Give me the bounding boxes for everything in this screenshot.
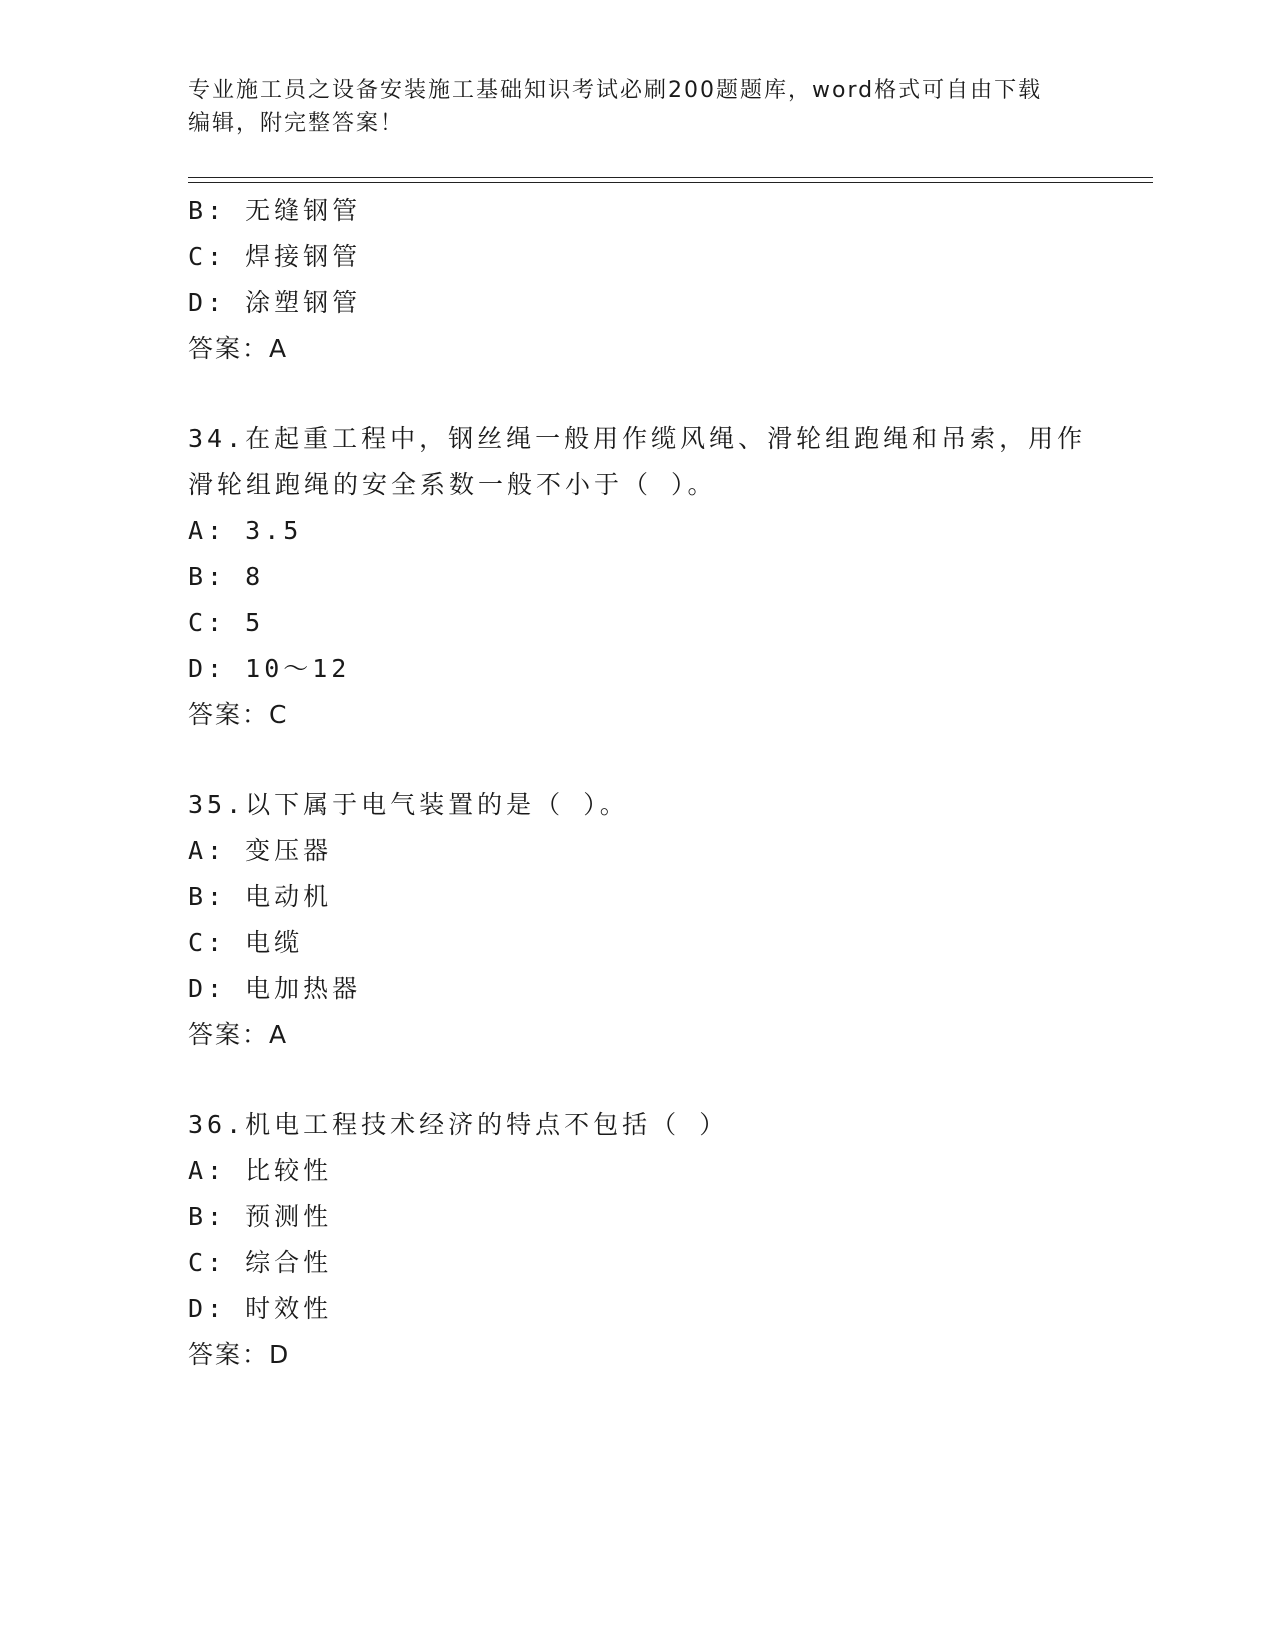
answer-line: 答案：C: [188, 700, 289, 729]
question-stem: 35.以下属于电气装置的是（ ）。: [188, 790, 629, 819]
option-a: A: 比较性: [188, 1156, 333, 1185]
header-divider-top: [188, 177, 1153, 178]
document-header: [188, 74, 1088, 140]
option-b: B: 电动机: [188, 882, 333, 911]
option-d: D: 电加热器: [188, 974, 362, 1003]
question-stem-line-2: 滑轮组跑绳的安全系数一般不小于（ ）。: [188, 470, 717, 499]
answer-line: 答案：D: [188, 1340, 291, 1369]
option-c: C: 综合性: [188, 1248, 333, 1277]
question-gap: [188, 372, 1088, 416]
option-a: A: 变压器: [188, 836, 333, 865]
answer-line: 答案：A: [188, 1020, 289, 1049]
question-stem: 36.机电工程技术经济的特点不包括（ ）: [188, 1110, 729, 1139]
question-35: [188, 782, 1088, 1058]
header-divider-bottom: [188, 182, 1153, 183]
option-b: B: 预测性: [188, 1202, 333, 1231]
option-d: D: 时效性: [188, 1294, 333, 1323]
option-c: C: 焊接钢管: [188, 242, 362, 271]
option-c: C: 电缆: [188, 928, 304, 957]
option-c: C: 5: [188, 608, 265, 637]
question-33: [188, 188, 1088, 372]
option-b: B: 8: [188, 562, 265, 591]
header-line-2: 编辑，附完整答案！: [188, 111, 405, 136]
option-d: D: 10～12: [188, 654, 351, 683]
answer-line: 答案：A: [188, 334, 289, 363]
header-line-1: 专业施工员之设备安装施工基础知识考试必刷200题题库，word格式可自由下载: [188, 78, 1043, 103]
question-gap: [188, 738, 1088, 782]
question-list: [188, 188, 1088, 1378]
option-d: D: 涂塑钢管: [188, 288, 362, 317]
option-a: A: 3.5: [188, 516, 303, 545]
question-stem-line-1: 34.在起重工程中，钢丝绳一般用作缆风绳、滑轮组跑绳和吊索，用作: [188, 424, 1087, 453]
question-gap: [188, 1058, 1088, 1102]
question-stem: [188, 416, 1088, 508]
question-36: [188, 1102, 1088, 1378]
option-b: B: 无缝钢管: [188, 196, 362, 225]
question-34: [188, 416, 1088, 738]
